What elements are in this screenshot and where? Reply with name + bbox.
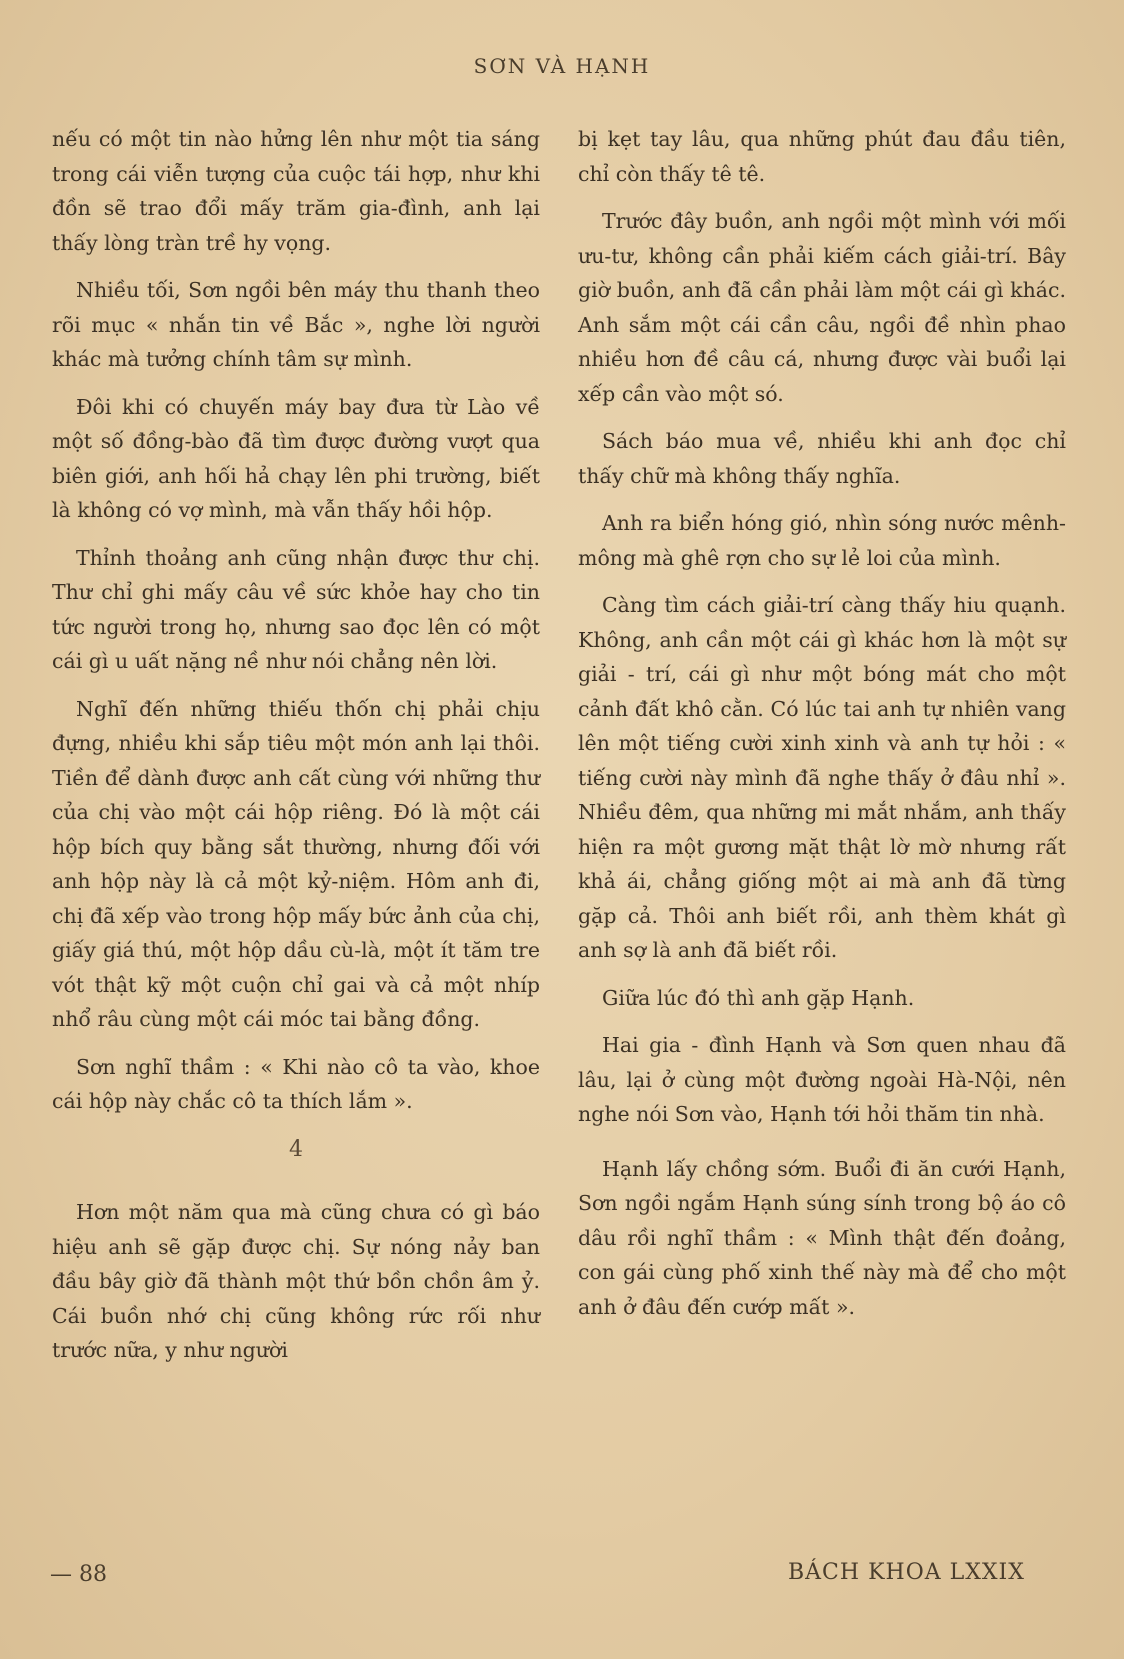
running-header: SƠN VÀ HẠNH (473, 54, 651, 78)
paragraph: Đôi khi có chuyến máy bay đưa từ Lào về một số đồng-bào đã tìm được đường vượt qua biên giới, anh hối hả chạy lên phi trường, biết là không có vợ mình, mà vẫn thấy hồi hộp. (52, 394, 540, 522)
paragraph: Nghĩ đến những thiếu thốn chị phải chịu đựng, nhiều khi sắp tiêu một món anh lại thôi. Tiền để dành được anh cất cùng với những thư của chị vào một cái hộp riêng. Đó là một cái hộp bích quy bằng sắt thường, nhưng đối với anh hộp này là cả một kỷ-niệm. Hôm anh đi, chị đã xếp vào trong hộp mấy bức ảnh của chị, giấy giá thú, một hộp dầu cù-là, một ít tăm tre vót thật kỹ một cuộn chỉ gai và cả một nhíp nhổ râu cùng một cái móc tai bằng đồng. (52, 696, 540, 1031)
paragraph: nếu có một tin nào hửng lên như một tia sáng trong cái viễn tượng của cuộc tái hợp, như khi đồn sẽ trao đổi mấy trăm gia-đình, anh lại thấy lòng tràn trề hy vọng. (52, 127, 540, 255)
paragraph: bị kẹt tay lâu, qua những phút đau đầu tiên, chỉ còn thấy tê tê. (578, 127, 1066, 186)
paragraph: Trước đây buồn, anh ngồi một mình với mối ưu-tư, không cần phải kiếm cách giải-trí. Bây giờ buồn, anh đã cần phải làm một cái gì khác. Anh sắm một cái cần câu, ngồi đề nhìn phao nhiều hơn đề câu cá, nhưng được vài buổi lại xếp cần vào một só. (578, 209, 1066, 406)
paragraph: Hơn một năm qua mà cũng chưa có gì báo hiệu anh sẽ gặp được chị. Sự nóng nảy ban đầu bây giờ đã thành một thứ bồn chồn âm ỷ. Cái buồn nhớ chị cũng không rức rối như trước nữa, y như người (52, 1200, 540, 1362)
paragraph: Thỉnh thoảng anh cũng nhận được thư chị. Thư chỉ ghi mấy câu về sức khỏe hay cho tin tức người trong họ, nhưng sao đọc lên có một cái gì u uất nặng nề như nói chẳng nên lời. (52, 545, 540, 673)
page-number: — 88 (50, 1562, 107, 1587)
paragraph: Giữa lúc đó thì anh gặp Hạnh. (602, 985, 915, 1010)
paragraph: Sách báo mua về, nhiều khi anh đọc chỉ thấy chữ mà không thấy nghĩa. (578, 429, 1066, 488)
paragraph: Nhiều tối, Sơn ngồi bên máy thu thanh theo rõi mục « nhắn tin về Bắc », nghe lời người khác mà tưởng chính tâm sự mình. (52, 278, 540, 371)
paragraph: Anh ra biển hóng gió, nhìn sóng nước mênh-mông mà ghê rợn cho sự lẻ loi của mình. (578, 511, 1066, 570)
section-divider: 4 (289, 1136, 303, 1162)
paragraph: Sơn nghĩ thầm : « Khi nào cô ta vào, khoe cái hộp này chắc cô ta thích lắm ». (52, 1054, 540, 1113)
journal-title: BÁCH KHOA LXXIX (788, 1560, 1025, 1585)
paragraph: Hạnh lấy chồng sớm. Buổi đi ăn cưới Hạnh, Sơn ngồi ngắm Hạnh súng sính trong bộ áo cô dâu rồi nghĩ thầm : « Mình thật đến đoảng, con gái cùng phố xinh thế này mà để cho một anh ở đâu đến cướp mất ». (578, 1156, 1066, 1319)
right-column (578, 122, 1066, 1337)
paragraph: Càng tìm cách giải-trí càng thấy hiu quạnh. Không, anh cần một cái gì khác hơn là một sự giải - trí, cái gì như một bóng mát cho một cảnh đất khô cằn. Có lúc tai anh tự nhiên vang lên một tiếng cười xinh xinh và anh tự hỏi : « tiếng cười này mình đã nghe thấy ở đâu nhỉ ». Nhiều đêm, qua những mi mắt nhắm, anh thấy hiện ra một gương mặt thật lờ mờ nhưng rất khả ái, chẳng giống một ai mà anh đã từng gặp cả. Thôi anh biết rồi, anh thèm khát gì anh sợ là anh đã biết rồi. (578, 593, 1066, 962)
paragraph: Hai gia - đình Hạnh và Sơn quen nhau đã lâu, lại ở cùng một đường ngoài Hà-Nội, nên nghe nói Sơn vào, Hạnh tới hỏi thăm tin nhà. (578, 1033, 1066, 1126)
left-column (52, 122, 540, 1381)
